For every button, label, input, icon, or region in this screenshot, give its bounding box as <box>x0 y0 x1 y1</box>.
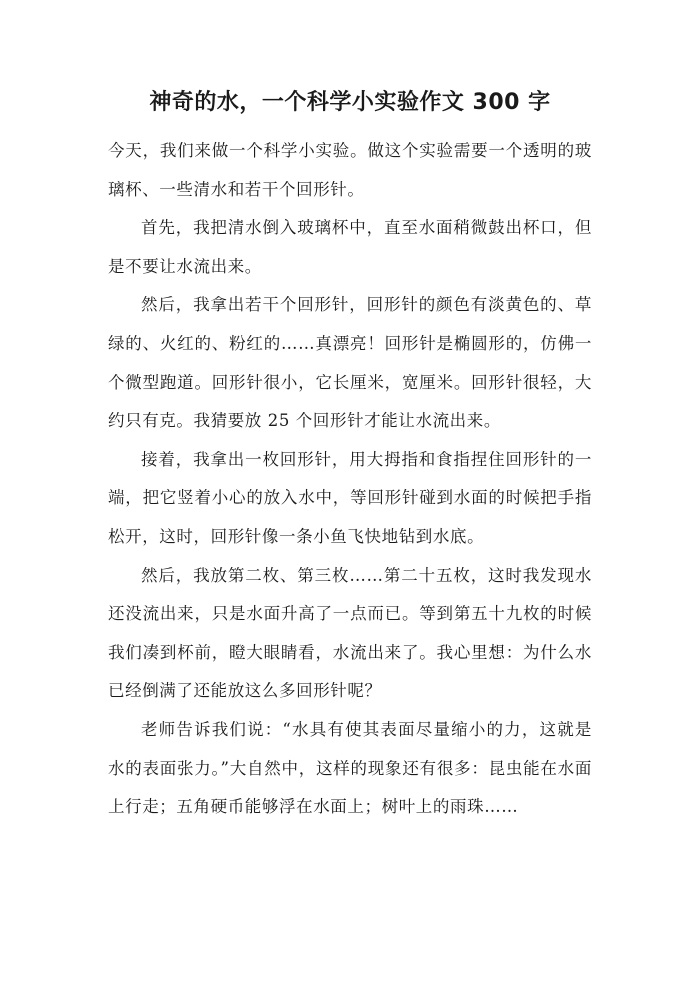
paragraph-1: 今天，我们来做一个科学小实验。做这个实验需要一个透明的玻璃杯、一些清水和若干个回形针。 <box>108 141 592 199</box>
paragraph-5: 然后，我放第二枚、第三枚……第二十五枚，这时我发现水还没流出来，只是水面升高了一点而已。等到第五十九枚的时候我们凑到杯前，瞪大眼睛看，水流出来了。我心里想：为什么水已经倒满了还能放这么多回形针呢？ <box>108 565 592 701</box>
paragraph-2: 首先，我把清水倒入玻璃杯中，直至水面稍微鼓出杯口，但是不要让水流出来。 <box>108 218 592 276</box>
paragraph-4: 接着，我拿出一枚回形针，用大拇指和食指捏住回形针的一端，把它竖着小心的放入水中，等回形针碰到水面的时候把手指松开，这时，回形针像一条小鱼飞快地钻到水底。 <box>108 449 592 546</box>
paragraph-3: 然后，我拿出若干个回形针，回形针的颜色有淡黄色的、草绿的、火红的、粉红的……真漂亮！回形针是椭圆形的，仿佛一个微型跑道。回形针很小，它长厘米，宽厘米。回形针很轻，大约只有克。我猜要放 25 个回形针才能让水流出来。 <box>108 295 592 431</box>
paragraph-6: 老师告诉我们说：“水具有使其表面尽量缩小的力，这就是水的表面张力。”大自然中，这样的现象还有很多：昆虫能在水面上行走；五角硬币能够浮在水面上；树叶上的雨珠…… <box>108 719 592 817</box>
document-title: 神奇的水，一个科学小实验作文 300 字 <box>149 90 551 115</box>
